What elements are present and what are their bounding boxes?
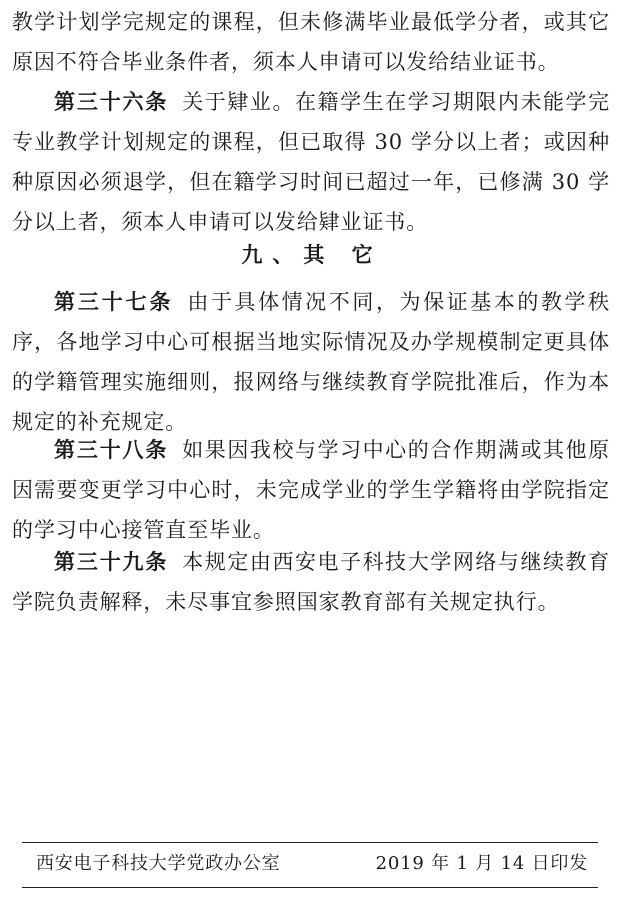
article-37: [12, 282, 610, 442]
article-number: 第三十七条: [54, 290, 174, 314]
article-36: [12, 82, 610, 242]
article-number: 第三十八条: [54, 438, 169, 462]
article-text: 如果因我校与学习中心的合作期满或其他原因需要变更学习中心时，未完成学业的学生学籍将由学院指定的学习中心接管直至毕业。: [12, 438, 611, 542]
article-number: 第三十九条: [54, 550, 169, 574]
paragraph-continuation: 教学计划学完规定的课程，但未修满毕业最低学分者，或其它原因不符合毕业条件者，须本人申请可以发给结业证书。: [12, 10, 610, 74]
footer-bottom-rule: [22, 887, 598, 888]
footer-issuer: 西安电子科技大学党政办公室: [36, 853, 281, 874]
article-text: 本规定由西安电子科技大学网络与继续教育学院负责解释，未尽事宜参照国家教育部有关规定执行。: [12, 550, 611, 614]
article-text: 关于肄业。在籍学生在学习期限内未能学完专业教学计划规定的课程，但已取得 30 学分以上者；或因种种原因必须退学，但在籍学习时间已超过一年，已修满 30 学分以上者，须本人申请可以发给肄业证书。: [12, 90, 611, 234]
article-38: [12, 430, 610, 550]
article-number: 第三十六条: [54, 90, 169, 114]
article-39: [12, 542, 610, 622]
footer-top-rule: [22, 842, 598, 843]
footer-date: 2019 年 1 月 14 日印发: [375, 853, 588, 874]
article-text: 由于具体情况不同，为保证基本的教学秩序，各地学习中心可根据当地实际情况及办学规模制定更具体的学籍管理实施细则，报网络与继续教育学院批准后，作为本规定的补充规定。: [12, 290, 611, 434]
section-title: 九、其 它: [241, 243, 383, 267]
